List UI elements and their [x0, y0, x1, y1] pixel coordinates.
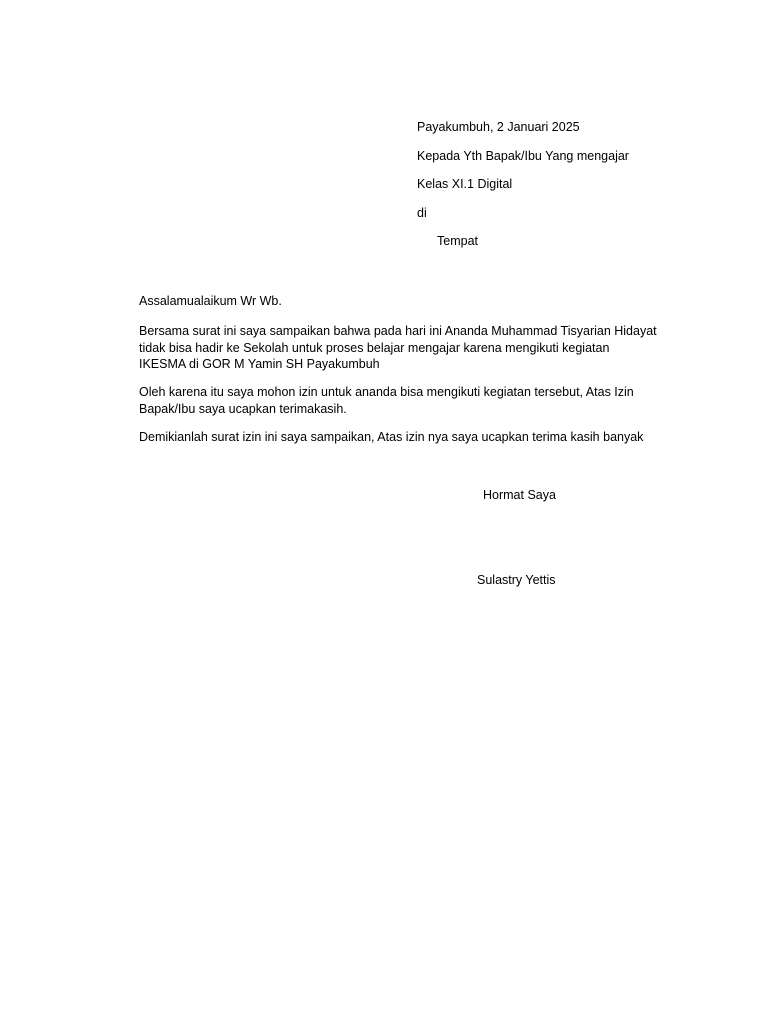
paragraph-1: [139, 323, 679, 373]
place-date: Payakumbuh, 2 Januari 2025: [417, 120, 580, 134]
di-line: di: [417, 206, 427, 220]
paragraph-1-line: Bersama surat ini saya sampaikan bahwa pada hari ini Ananda Muhammad Tisyarian Hidayat: [139, 324, 657, 338]
paragraph-3: [139, 429, 679, 446]
class-line: Kelas XI.1 Digital: [417, 177, 513, 191]
paragraph-2-line: Bapak/Ibu saya ucapkan terimakasih.: [139, 401, 347, 416]
paragraph-2-line: Oleh karena itu saya mohon izin untuk ananda bisa mengikuti kegiatan tersebut, Atas Izin: [139, 385, 634, 399]
greeting: Assalamualaikum Wr Wb.: [139, 294, 282, 308]
paragraph-3-line: Demikianlah surat izin ini saya sampaikan, Atas izin nya saya ucapkan terima kasih banyak: [139, 430, 644, 444]
tempat-line: Tempat: [437, 234, 478, 248]
paragraph-1-line: tidak bisa hadir ke Sekolah untuk proses belajar mengajar karena mengikuti kegiatan: [139, 340, 610, 355]
paragraph-1-line: IKESMA di GOR M Yamin SH Payakumbuh: [139, 357, 380, 371]
signer-name: Sulastry Yettis: [477, 573, 556, 587]
recipient-line: Kepada Yth Bapak/Ibu Yang mengajar: [417, 149, 629, 163]
closing: Hormat Saya: [483, 488, 556, 502]
paragraph-2: [139, 384, 679, 417]
